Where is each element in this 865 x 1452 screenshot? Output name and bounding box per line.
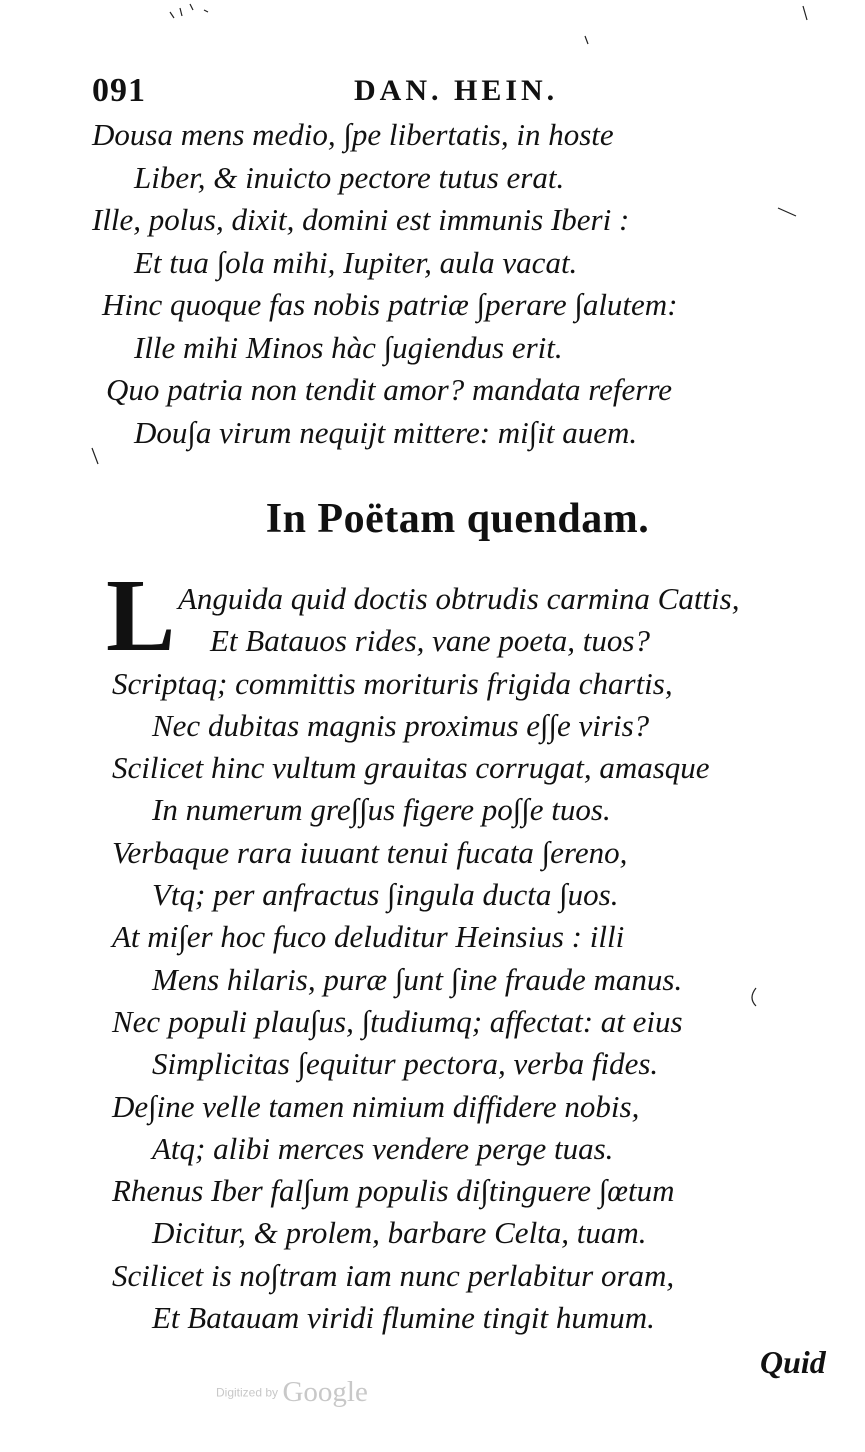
verse-line: De∫ine velle tamen nimium diffidere nobis, xyxy=(112,1088,640,1124)
verse-line: Et Batauam viridi flumine tingit humum. xyxy=(152,1300,655,1336)
verse-line: Simplicitas ∫equitur pectora, verba fides. xyxy=(152,1046,659,1082)
verse-line: Dousa mens medio, ∫pe libertatis, in hoste xyxy=(92,117,614,152)
running-head: DAN. HEIN. xyxy=(354,74,559,107)
verse-line: Dou∫a virum nequijt mittere: mi∫it auem. xyxy=(134,414,638,450)
poem-title: In Poëtam quendam. xyxy=(265,496,650,542)
drop-cap: L xyxy=(106,558,176,673)
scan-mark xyxy=(803,6,807,20)
verse-line: Verbaque rara iuuant tenui fucata ∫ereno, xyxy=(112,834,628,870)
verse-line: Dicitur, & prolem, barbare Celta, tuam. xyxy=(152,1215,647,1251)
page-number: 091 xyxy=(92,72,146,109)
verse-line: Scilicet hinc vultum grauitas corrugat, amasque xyxy=(112,750,710,786)
verse-line: Atq; alibi merces vendere perge tuas. xyxy=(152,1130,614,1166)
verse-line: Hinc quoque fas nobis patriæ ∫perare ∫alutem: xyxy=(102,287,678,322)
verse-line: Ille, polus, dixit, domini est immunis Iberi : xyxy=(92,202,630,237)
scan-mark xyxy=(92,448,98,464)
verse-line: Nec dubitas magnis proximus e∫∫e viris? xyxy=(152,707,650,743)
scan-mark xyxy=(778,208,796,216)
verse-line: Scilicet is no∫tram iam nunc perlabitur oram, xyxy=(112,1257,675,1293)
scan-mark xyxy=(585,36,588,44)
catchword: Quid xyxy=(760,1344,826,1380)
watermark-prefix: Digitized by xyxy=(216,1385,279,1400)
scan-mark xyxy=(752,988,756,1006)
verse-line: Rhenus Iber fal∫um populis di∫tinguere ∫œtum xyxy=(112,1173,675,1209)
google-logo: Google xyxy=(282,1376,368,1408)
verse-line: Ille mihi Minos hàc ∫ugiendus erit. xyxy=(134,329,563,365)
verse-line: At mi∫er hoc fuco deluditur Heinsius : illi xyxy=(112,919,625,955)
verse-line: Anguida quid doctis obtrudis carmina Cattis, xyxy=(178,581,740,616)
verse-line: Vtq; per anfractus ∫ingula ducta ∫uos. xyxy=(152,877,619,913)
verse-line: Mens hilaris, puræ ∫unt ∫ine fraude manus. xyxy=(152,961,683,997)
verse-line: Scriptaq; committis morituris frigida chartis, xyxy=(112,665,673,701)
verse-line: In numerum gre∫∫us figere po∫∫e tuos. xyxy=(152,792,611,828)
verse-line: Quo patria non tendit amor? mandata referre xyxy=(106,372,673,407)
scan-mark xyxy=(170,4,208,18)
verse-line: Et Batauos rides, vane poeta, tuos? xyxy=(210,623,650,659)
verse-line: Liber, & inuicto pectore tutus erat. xyxy=(134,159,565,195)
verse-line: Nec populi plau∫us, ∫tudiumq; affectat: at eius xyxy=(112,1003,683,1039)
verse-line: Et tua ∫ola mihi, Iupiter, aula vacat. xyxy=(134,244,578,280)
